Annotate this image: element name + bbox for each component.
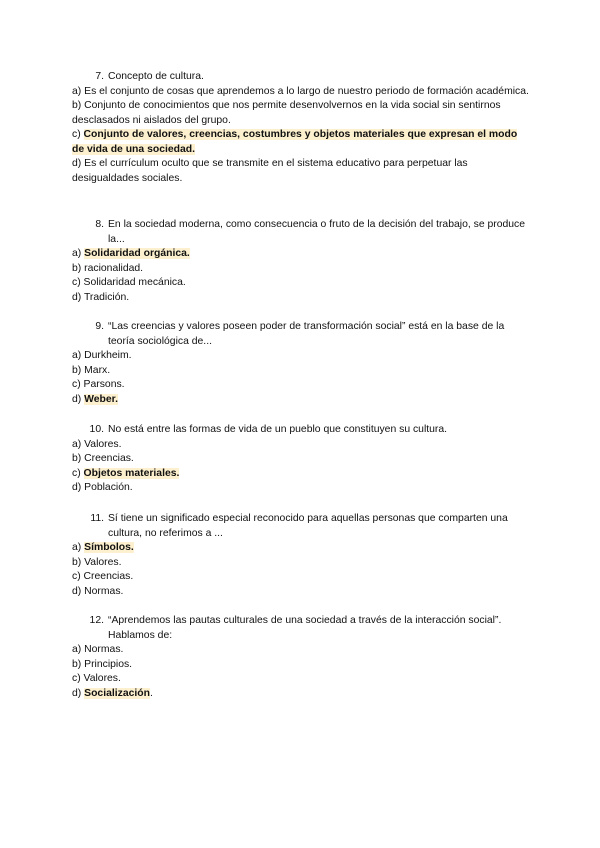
option-b: b) Creencias. xyxy=(72,453,134,464)
option-a: a) Es el conjunto de cosas que aprendemos a lo largo de nuestro periodo de formación académica. xyxy=(72,85,529,97)
question-number: 12. xyxy=(89,615,104,626)
option-text: Población. xyxy=(84,482,133,493)
question-text: “Las creencias y valores poseen poder de transformación social” está en la base de la teoría sociológica de... xyxy=(108,321,505,347)
option-b: b) Marx. xyxy=(72,364,111,376)
highlighted-answer: Solidaridad orgánica. xyxy=(84,248,190,259)
question-number: 8. xyxy=(95,219,104,230)
option-text: Valores. xyxy=(84,556,122,568)
question-number: 9. xyxy=(95,321,104,332)
option-suffix: . xyxy=(149,687,153,699)
option-text: Creencias. xyxy=(83,571,134,582)
option-text: racionalidad. xyxy=(84,262,144,274)
option-a-correct: a) Solidaridad orgánica. xyxy=(72,248,190,259)
question-number: 7. xyxy=(95,71,104,82)
question-title xyxy=(72,218,532,247)
highlighted-answer: Weber. xyxy=(84,393,119,405)
question-title xyxy=(72,614,532,643)
question-text: No está entre las formas de vida de un pueblo que constituyen su cultura. xyxy=(108,424,448,435)
option-a-correct: a) Símbolos. xyxy=(72,542,134,553)
question-title xyxy=(72,512,532,541)
option-b: b) Principios. xyxy=(72,658,133,670)
question-8 xyxy=(72,218,532,305)
question-12 xyxy=(72,614,532,701)
highlighted-answer: Socialización xyxy=(84,687,150,699)
option-text: Tradición. xyxy=(83,291,130,303)
option-text: Es el conjunto de cosas que aprendemos a lo largo de nuestro periodo de formación académica. xyxy=(84,85,529,97)
option-c-correct: c) Objetos materiales. xyxy=(72,467,180,479)
question-text: “Aprendemos las pautas culturales de una sociedad a través de la interacción social”. Hablamos de: xyxy=(108,615,502,641)
option-c: c) Solidaridad mecánica. xyxy=(72,277,186,288)
option-text: Conjunto de conocimientos que nos permite desenvolvernos en la vida social sin sentirnos desclasados ni aislados del grupo. xyxy=(72,100,501,126)
highlighted-answer: Conjunto de valores, creencias, costumbres y objetos materiales que expresan el modo de vida de una sociedad. xyxy=(72,129,518,155)
option-b: b) Conjunto de conocimientos que nos permite desenvolvernos en la vida social sin sentirnos desclasados ni aislados del grupo. xyxy=(72,100,501,126)
option-d: d) Tradición. xyxy=(72,291,130,303)
option-text: Durkheim. xyxy=(84,350,132,361)
option-d: d) Normas. xyxy=(72,585,124,597)
option-text: Parsons. xyxy=(83,379,125,390)
option-b: b) Valores. xyxy=(72,556,122,568)
option-d: d) Población. xyxy=(72,482,133,493)
option-c: c) Parsons. xyxy=(72,379,125,390)
question-10 xyxy=(72,423,532,496)
option-text: Principios. xyxy=(84,658,133,670)
option-b: b) racionalidad. xyxy=(72,262,144,274)
option-a: a) Durkheim. xyxy=(72,350,132,361)
option-text: Normas. xyxy=(84,644,124,655)
question-7 xyxy=(72,70,532,186)
question-11 xyxy=(72,512,532,599)
option-text: Marx. xyxy=(84,364,111,376)
option-d: d) Es el currículum oculto que se transmite en el sistema educativo para perpetuar las desigualdades sociales. xyxy=(72,158,468,184)
question-9 xyxy=(72,320,532,407)
option-text: Solidaridad mecánica. xyxy=(83,277,186,288)
option-text: Es el currículum oculto que se transmite en el sistema educativo para perpetuar las desigualdades sociales. xyxy=(72,158,468,184)
highlighted-answer: Objetos materiales. xyxy=(83,467,180,479)
option-text: Valores. xyxy=(84,438,122,450)
question-title xyxy=(72,70,532,85)
option-d-correct: d) Weber. xyxy=(72,393,119,405)
option-c: c) Creencias. xyxy=(72,571,134,582)
question-number: 10. xyxy=(89,424,104,435)
highlighted-answer: Símbolos. xyxy=(84,542,134,553)
option-c-correct: c) Conjunto de valores, creencias, costumbres y objetos materiales que expresan el modo de vida de una sociedad. xyxy=(72,129,518,155)
question-title xyxy=(72,320,532,349)
question-text: Sí tiene un significado especial reconocido para aquellas personas que comparten una cultura, no referimos a ... xyxy=(108,513,508,539)
question-number: 11. xyxy=(90,513,104,524)
question-text: Concepto de cultura. xyxy=(108,71,204,82)
option-c: c) Valores. xyxy=(72,673,121,684)
option-a: a) Normas. xyxy=(72,644,124,655)
option-text: Normas. xyxy=(84,585,124,597)
option-a: a) Valores. xyxy=(72,438,122,450)
option-text: Valores. xyxy=(83,673,121,684)
option-text: Creencias. xyxy=(84,453,134,464)
question-text: En la sociedad moderna, como consecuencia o fruto de la decisión del trabajo, se produce la... xyxy=(108,219,526,245)
option-d-correct: d) Socialización. xyxy=(72,687,153,699)
question-title xyxy=(72,423,532,438)
